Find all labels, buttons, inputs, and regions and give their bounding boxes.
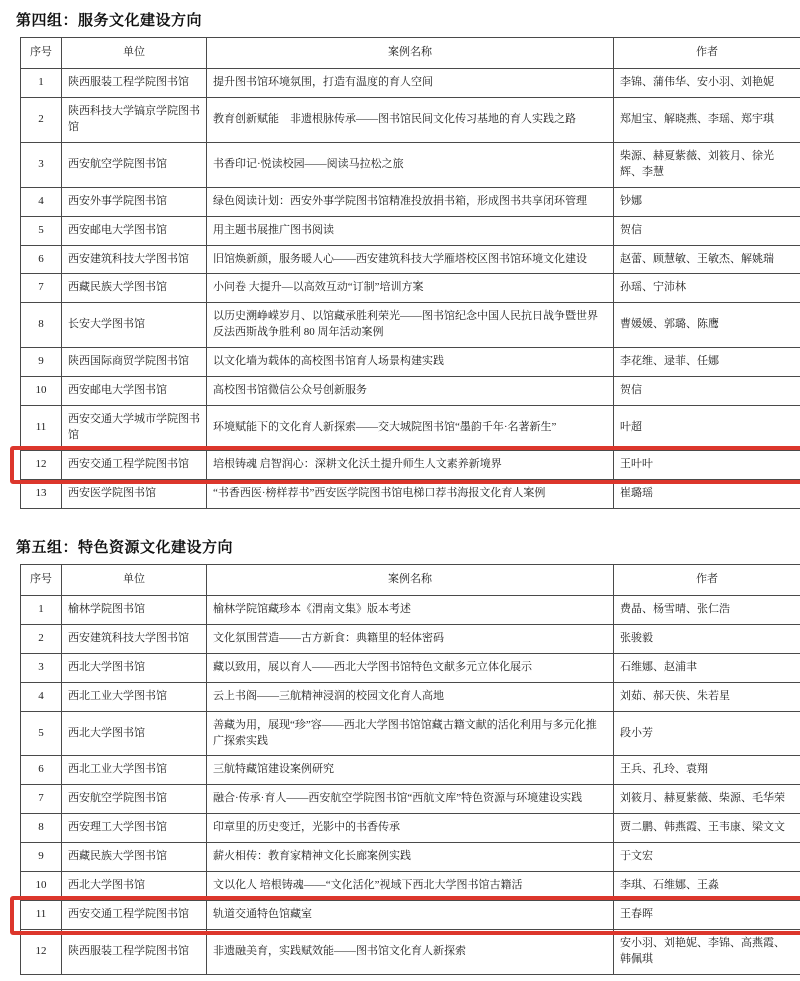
table-row	[21, 682, 800, 711]
authors-cell: 费晶、杨雪晴、张仁浩	[614, 595, 800, 624]
unit-cell: 陕西服装工程学院图书馆	[62, 68, 207, 97]
unit-cell: 西安交通大学城市学院图书馆	[62, 406, 207, 451]
authors-cell: 贺信	[614, 216, 800, 245]
table-row	[21, 303, 800, 348]
case-name-cell: 藏以致用，展以育人——西北大学图书馆特色文献多元立体化展示	[207, 653, 614, 682]
column-header: 作者	[614, 564, 800, 595]
authors-cell: 刘茹、郝天侠、朱若星	[614, 682, 800, 711]
authors-cell: 崔璐瑶	[614, 479, 800, 508]
column-header: 作者	[614, 38, 800, 69]
row-number-cell: 7	[21, 274, 62, 303]
row-number-cell: 9	[21, 348, 62, 377]
case-name-cell: 提升图书馆环境氛围，打造有温度的育人空间	[207, 68, 614, 97]
case-name-cell: 三航特藏馆建设案例研究	[207, 756, 614, 785]
case-name-cell: 非遗融美育，实践赋效能——图书馆文化育人新探索	[207, 930, 614, 975]
unit-cell: 西安理工大学图书馆	[62, 814, 207, 843]
unit-cell: 长安大学图书馆	[62, 303, 207, 348]
unit-cell: 西北大学图书馆	[62, 653, 207, 682]
table-row	[21, 451, 800, 480]
authors-cell: 刘筱月、赫夏紫薇、柴源、毛华荣	[614, 785, 800, 814]
case-name-cell: 善藏为用，展现“珍”容——西北大学图书馆馆藏古籍文献的活化利用与多元化推广探索实践	[207, 711, 614, 756]
row-number-cell: 2	[21, 97, 62, 142]
unit-cell: 西安邮电大学图书馆	[62, 216, 207, 245]
row-number-cell: 10	[21, 377, 62, 406]
authors-cell: 王兵、孔玲、袁翔	[614, 756, 800, 785]
case-name-cell: 小问卷 大提升—以高效互动“订制”培训方案	[207, 274, 614, 303]
row-number-cell: 5	[21, 711, 62, 756]
case-name-cell: 文以化人 培根铸魂——“文化活化”视域下西北大学图书馆古籍活	[207, 872, 614, 901]
header-row	[21, 564, 800, 595]
case-name-cell: 以历史溯峥嵘岁月、以馆藏承胜利荣光——图书馆纪念中国人民抗日战争暨世界反法西斯战争胜利 80 周年活动案例	[207, 303, 614, 348]
table-body	[21, 595, 800, 974]
case-name-cell: 印章里的历史变迁，光影中的书香传承	[207, 814, 614, 843]
row-number-cell: 6	[21, 245, 62, 274]
column-header: 案例名称	[207, 38, 614, 69]
row-number-cell: 3	[21, 653, 62, 682]
authors-cell: 曹媛媛、郭璐、陈鹰	[614, 303, 800, 348]
case-name-cell: 高校图书馆微信公众号创新服务	[207, 377, 614, 406]
case-name-cell: “书香西医·榜样荐书”西安医学院图书馆电梯口荐书海报文化育人案例	[207, 479, 614, 508]
row-number-cell: 2	[21, 624, 62, 653]
authors-cell: 王叶叶	[614, 451, 800, 480]
table-row	[21, 187, 800, 216]
unit-cell: 陕西科技大学镐京学院图书馆	[62, 97, 207, 142]
row-number-cell: 9	[21, 843, 62, 872]
authors-cell: 贾二鹏、韩燕霞、王韦康、梁文文	[614, 814, 800, 843]
row-number-cell: 4	[21, 682, 62, 711]
unit-cell: 西藏民族大学图书馆	[62, 843, 207, 872]
unit-cell: 西安建筑科技大学图书馆	[62, 624, 207, 653]
table-row	[21, 901, 800, 930]
table-row	[21, 245, 800, 274]
authors-cell: 石维娜、赵浦聿	[614, 653, 800, 682]
table-row	[21, 377, 800, 406]
row-number-cell: 10	[21, 872, 62, 901]
unit-cell: 西北工业大学图书馆	[62, 756, 207, 785]
authors-cell: 安小羽、刘艳妮、李锦、高燕霞、韩佩琪	[614, 930, 800, 975]
table-row	[21, 97, 800, 142]
row-number-cell: 11	[21, 406, 62, 451]
case-name-cell: 轨道交通特色馆藏室	[207, 901, 614, 930]
unit-cell: 西安外事学院图书馆	[62, 187, 207, 216]
table-row	[21, 872, 800, 901]
row-number-cell: 13	[21, 479, 62, 508]
cases-table-group-5	[20, 564, 800, 975]
row-number-cell: 6	[21, 756, 62, 785]
case-name-cell: 用主题书展推广图书阅读	[207, 216, 614, 245]
table-row	[21, 595, 800, 624]
row-number-cell: 8	[21, 814, 62, 843]
authors-cell: 柴源、赫夏紫薇、刘筱月、徐光辉、李慧	[614, 142, 800, 187]
case-name-cell: 旧馆焕新颜，服务暖人心——西安建筑科技大学雁塔校区图书馆环境文化建设	[207, 245, 614, 274]
case-name-cell: 文化氛围营造——古方新食：典籍里的轻体密码	[207, 624, 614, 653]
case-name-cell: 榆林学院馆藏珍本《渭南文集》版本考述	[207, 595, 614, 624]
case-name-cell: 融合·传承·育人——西安航空学院图书馆“西航文库”特色资源与环境建设实践	[207, 785, 614, 814]
table-body	[21, 68, 800, 508]
unit-cell: 西北大学图书馆	[62, 711, 207, 756]
section-group-5	[0, 509, 800, 975]
authors-cell: 孙瑶、宁沛林	[614, 274, 800, 303]
column-header: 序号	[21, 564, 62, 595]
case-name-cell: 培根铸魂 启智润心：深耕文化沃土提升师生人文素养新境界	[207, 451, 614, 480]
section-title: 第四组：服务文化建设方向	[16, 13, 203, 29]
unit-cell: 西北工业大学图书馆	[62, 682, 207, 711]
authors-cell: 赵蕾、顾慧敏、王敏杰、解姚瑞	[614, 245, 800, 274]
row-number-cell: 8	[21, 303, 62, 348]
case-name-cell: 教育创新赋能 非遗根脉传承——图书馆民间文化传习基地的育人实践之路	[207, 97, 614, 142]
unit-cell: 陕西国际商贸学院图书馆	[62, 348, 207, 377]
table-row	[21, 814, 800, 843]
row-number-cell: 1	[21, 595, 62, 624]
table-row	[21, 142, 800, 187]
column-header: 序号	[21, 38, 62, 69]
row-number-cell: 12	[21, 451, 62, 480]
unit-cell: 西安医学院图书馆	[62, 479, 207, 508]
cases-table-group-4	[20, 37, 800, 509]
case-name-cell: 以文化墙为载体的高校图书馆育人场景构建实践	[207, 348, 614, 377]
authors-cell: 段小芳	[614, 711, 800, 756]
column-header: 单位	[62, 38, 207, 69]
unit-cell: 西北大学图书馆	[62, 872, 207, 901]
row-number-cell: 12	[21, 930, 62, 975]
unit-cell: 西安邮电大学图书馆	[62, 377, 207, 406]
unit-cell: 西安交通工程学院图书馆	[62, 451, 207, 480]
case-name-cell: 环境赋能下的文化育人新探索——交大城院图书馆“墨韵千年·名著新生”	[207, 406, 614, 451]
table-row	[21, 479, 800, 508]
authors-cell: 叶超	[614, 406, 800, 451]
unit-cell: 西安航空学院图书馆	[62, 785, 207, 814]
unit-cell: 陕西服装工程学院图书馆	[62, 930, 207, 975]
unit-cell: 榆林学院图书馆	[62, 595, 207, 624]
table-row	[21, 711, 800, 756]
authors-cell: 于文宏	[614, 843, 800, 872]
case-name-cell: 薪火相传：教育家精神文化长廊案例实践	[207, 843, 614, 872]
table-row	[21, 930, 800, 975]
row-number-cell: 3	[21, 142, 62, 187]
authors-cell: 钞娜	[614, 187, 800, 216]
table-row	[21, 756, 800, 785]
row-number-cell: 4	[21, 187, 62, 216]
row-number-cell: 1	[21, 68, 62, 97]
header-row	[21, 38, 800, 69]
authors-cell: 郑旭宝、解晓燕、李瑶、郑宇琪	[614, 97, 800, 142]
row-number-cell: 5	[21, 216, 62, 245]
authors-cell: 张骏毅	[614, 624, 800, 653]
authors-cell: 王春晖	[614, 901, 800, 930]
table-row	[21, 68, 800, 97]
unit-cell: 西藏民族大学图书馆	[62, 274, 207, 303]
table-header	[21, 38, 800, 69]
table-row	[21, 624, 800, 653]
case-name-cell: 书香印记·悦读校园——阅读马拉松之旅	[207, 142, 614, 187]
column-header: 案例名称	[207, 564, 614, 595]
authors-cell: 李花维、逯菲、任娜	[614, 348, 800, 377]
unit-cell: 西安交通工程学院图书馆	[62, 901, 207, 930]
unit-cell: 西安航空学院图书馆	[62, 142, 207, 187]
authors-cell: 李锦、蒲伟华、安小羽、刘艳妮	[614, 68, 800, 97]
table-row	[21, 653, 800, 682]
row-number-cell: 7	[21, 785, 62, 814]
unit-cell: 西安建筑科技大学图书馆	[62, 245, 207, 274]
column-header: 单位	[62, 564, 207, 595]
table-row	[21, 406, 800, 451]
table-row	[21, 216, 800, 245]
table-row	[21, 843, 800, 872]
row-number-cell: 11	[21, 901, 62, 930]
table-row	[21, 785, 800, 814]
case-name-cell: 绿色阅读计划：西安外事学院图书馆精准投放捐书箱，形成图书共享闭环管理	[207, 187, 614, 216]
table-row	[21, 274, 800, 303]
section-title: 第五组：特色资源文化建设方向	[16, 539, 234, 556]
table-row	[21, 348, 800, 377]
authors-cell: 贺信	[614, 377, 800, 406]
authors-cell: 李琪、石维娜、王淼	[614, 872, 800, 901]
case-name-cell: 云上书阁——三航精神浸润的校园文化育人高地	[207, 682, 614, 711]
table-header	[21, 564, 800, 595]
